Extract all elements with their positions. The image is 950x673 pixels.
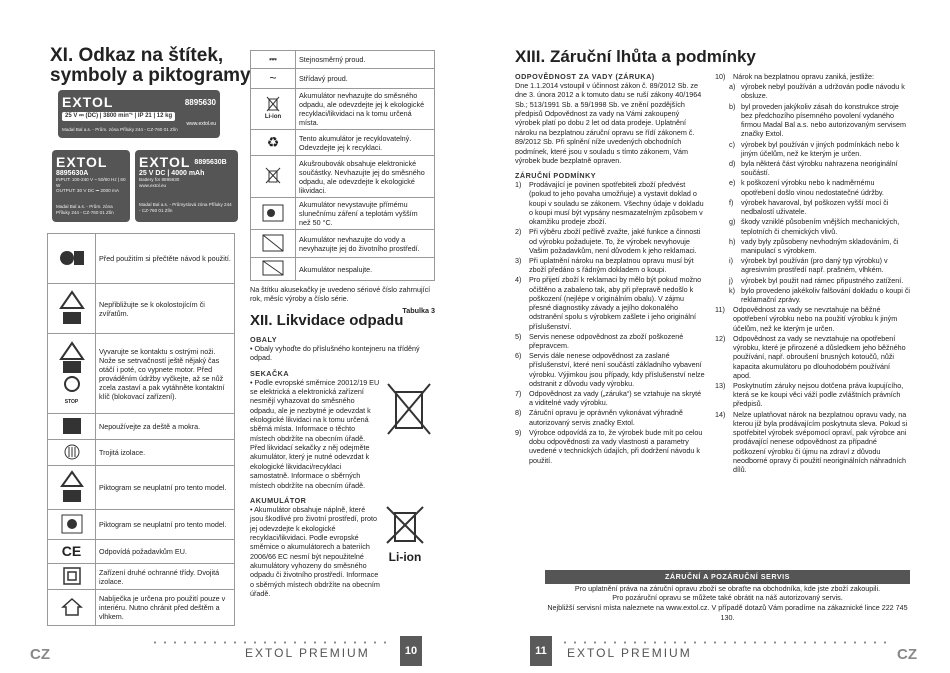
ce-icon: CE — [48, 540, 96, 564]
label-maker: Madal Bal a.s. - Prům. zóna Příluky 244 - CZ-760 01 Zlín — [62, 127, 178, 132]
paragraph: • Obaly vyhoďte do příslušného kontejneru na tříděný odpad. — [250, 343, 420, 363]
label-sub: Battery for 8895630 — [139, 177, 180, 182]
conditions-list-cont — [715, 72, 910, 81]
language-tag: CZ — [897, 646, 917, 663]
list-item: 7) Odpovědnost za vady („záruka“) se vztahuje na skryté a viditelné vady výrobku. — [515, 389, 702, 408]
picto-text: Trojitá izolace. — [96, 440, 235, 466]
picto-text: Nepoužívejte za deště a mokra. — [96, 414, 235, 440]
brand-logo: EXTOL — [139, 154, 191, 170]
subheading-sekacka: SEKAČKA — [250, 368, 290, 378]
sun-temp-icon — [251, 198, 296, 230]
ear-icon — [48, 510, 96, 540]
label-code: 8895630A — [56, 170, 89, 177]
conditions-list — [515, 180, 705, 465]
picto-text: Nepřibližujte se k okolostojícím či zvířatům. — [96, 284, 235, 334]
paragraph: • Podle evropské směrnice 20012/19 EU se elektrická a elektronická zařízení nesmějí vyhazovat do směsného odpadu, ale je nezbytné je odevzdat k ekologické likvidaci na k tomu určená sběrná místa. Informace o těchto místech obdržíte na obecním úřadě. Před likvidací sekačky z něj odejměte akumulátor, který je nutné odevzdat k ekologické likvidaci/recyklaci samostatně. Informace o sběrných místech obdržíte na obecním úřadě. — [250, 377, 380, 490]
list-item: 14) Nelze uplatňovat nárok na bezplatnou opravu vady, na kterou již byla prodávajícím poskytnuta sleva. Pokud si spotřebitel výrobek svépomocí opraví, pak výrobce ani prodávající nenese odpovědnost za případné poškození výrobku či újmu na zdraví z důvodu neodborné opravy či použití neoriginálních náhradních dílů. — [715, 409, 908, 474]
manual-icon — [48, 234, 96, 284]
picto-text: Piktogram se neuplatní pro tento model. — [96, 510, 235, 540]
picto-text: Zařízení druhé ochranné třídy. Dvojitá izolace. — [96, 564, 235, 590]
label-maker: Madal Bal a.s. - Průmyslová zóna Příluky 244 - CZ-760 01 Zlín — [139, 202, 232, 214]
picto-text: Piktogram se neuplatní pro tento model. — [96, 466, 235, 510]
list-item: 10) Nárok na bezplatnou opravu zaniká, jestliže: — [715, 72, 875, 81]
rating-label-battery — [135, 150, 238, 222]
section-heading: XII. Likvidace odpadu — [250, 312, 404, 330]
list-item: a) výrobek nebyl používán a udržován podle návodu k obsluze. — [729, 82, 905, 101]
page-number: 10 — [400, 636, 422, 666]
list-item: b) byl proveden jakýkoliv zásah do konstrukce stroje bez předchozího písemného povolení vydaného firmou Madal Bal a.s. nebo autorizovaným servisem značky Extol. — [729, 101, 906, 139]
subheading-resp: ODPOVĚDNOST ZA VADY (ZÁRUKA) — [515, 72, 655, 81]
list-item: 12) Odpovědnost za vady se nevztahuje na opotřebení výrobku, které je přirozené a důsledkem jeho běžného používání, např. obroušení brusných kotoučů, nůži kapacita akumulátoru po dlouhodobém používání apod. — [715, 333, 906, 380]
label-maker: Madal Bal a.s. - Prům. zóna Příluky 244 - CZ-760 01 Zlín — [56, 204, 114, 215]
subheading-akumulator: AKUMULÁTOR — [250, 495, 307, 505]
service-box — [545, 570, 910, 623]
symbol-table — [250, 50, 435, 281]
triple-insulation-icon — [48, 440, 96, 466]
page-number: 11 — [530, 636, 552, 666]
list-item: g) škody vzniklé působením vnějších mechanických, teplotních či chemických vlivů. — [729, 217, 900, 236]
stop-label: STOP — [64, 399, 79, 406]
warranty-column-1 — [515, 72, 705, 466]
class2-icon — [48, 564, 96, 590]
exclusions-list — [715, 82, 910, 304]
right-page — [475, 0, 950, 673]
service-line: Pro pozáruční opravu se můžete také obrátit na náš autorizovaný servis. — [612, 593, 843, 603]
symbol-text: Tento akumulátor je recyklovatelný. Odevzdejte jej k recyklaci. — [296, 130, 435, 156]
symbol-text: Střídavý proud. — [296, 69, 435, 89]
list-item: 5) Servis nenese odpovědnost za zboží poškozené přepravcem. — [515, 331, 684, 350]
service-heading: ZÁRUČNÍ A POZÁRUČNÍ SERVIS — [545, 570, 910, 584]
rating-label-charger — [52, 150, 130, 222]
page-title: XIII. Záruční lhůta a podmínky — [515, 47, 756, 66]
label-spec: 25 V ⎓ (DC) | 3800 min⁻¹ | IP 21 | 12 kg — [62, 112, 175, 121]
footer-brand: EXTOL PREMIUM — [567, 646, 692, 660]
warning-icon — [48, 466, 96, 510]
label-web: www.extol.eu — [139, 182, 167, 188]
picto-text: Před použitím si přečtěte návod k použití. — [96, 234, 235, 284]
label-input: INPUT: 100-240 V ~ 50/60 Hz | 60 W — [56, 177, 126, 188]
conditions-list-more — [715, 305, 910, 474]
subheading-obaly: OBALY — [250, 334, 277, 344]
indoor-icon — [48, 590, 96, 626]
label-spec: 25 V DC | 4000 mAh — [139, 170, 205, 177]
serial-note: Na štítku akusekačky je uvedeno sériové číslo zahrnující rok, měsíc výroby a číslo série. — [250, 285, 431, 304]
symbol-text: Stejnosměrný proud. — [296, 51, 435, 69]
list-item: 13) Poskytnutím záruky nejsou dotčena práva kupujícího, která se ke koupi věci váží podle zvláštních právních předpisů. — [715, 381, 904, 409]
service-line: Pro uplatnění práva na záruční opravu zboží se obraťte na obchodníka, kde jste zboží zakoupili. — [574, 583, 881, 593]
paragraph: • Akumulátor obsahuje náplně, které jsou škodlivé pro životní prostředí, proto jej odevzdejte k ekologické recyklaci/likvidaci. Podle evropské směrnice o akumulátorech a bateriích 2006/66 EC nesmí být nepoužitelné akumulátory vyhozeny do směsného odpadu či životního prostředí. Informace o sběrných místech obdržíte na obecním úřadě. — [250, 504, 380, 599]
list-item: c) výrobek byl používán v jiných podmínkách nebo k jiným účelům, než ke kterým je určen. — [729, 139, 900, 158]
list-item: 3) Při uplatnění nároku na bezplatnou opravu musí být zboží předáno s řádným dokladem o koupi. — [515, 255, 694, 275]
subheading-conditions: ZÁRUČNÍ PODMÍNKY — [515, 171, 597, 181]
weee-bin-icon — [384, 378, 434, 438]
no-fire-icon — [251, 258, 296, 281]
liion-bin-icon — [380, 505, 430, 599]
blade-stop-icon — [48, 334, 96, 414]
dc-icon: ⎓ — [251, 51, 296, 69]
label-code: 8895630 — [184, 97, 216, 107]
symbol-text: Akumulátor nespalujte. — [296, 258, 435, 281]
brand-logo: EXTOL — [56, 154, 108, 170]
dot-rule — [560, 641, 890, 644]
no-water-icon — [251, 230, 296, 258]
list-item: f) výrobek havaroval, byl poškozen vyšší mocí či nedbalostí uživatele. — [729, 197, 889, 217]
list-item: k) bylo provedeno jakékoliv falšování dokladu o koupi či reklamační zprávy. — [729, 285, 911, 305]
picto-text: Nabíječka je určena pro použití pouze v interiéru. Nutno chránit před deštěm a vlhkem. — [96, 590, 235, 626]
brand-logo: EXTOL — [62, 94, 114, 110]
recycle-icon: ♻ — [251, 130, 296, 156]
list-item: 8) Záruční opravu je oprávněn vykonávat výhradně autorizovaný servis značky Extol. — [515, 408, 683, 427]
bin-liion-icon — [251, 89, 296, 130]
list-item: d) byla některá část výrobku nahrazena neoriginální součástí. — [729, 158, 898, 178]
list-item: 11) Odpovědnost za vady se nevztahuje na běžné opotřebení výrobku nebo na použití výrobku k jiným účelům, než ke kterým je určen. — [715, 305, 898, 333]
picto-text: Vyvarujte se kontaktu s ostrými noži. Nože se setrvačností ještě nějaký čas otáčí i poté, co vypnete motor. Před prováděním údržby vyčkejte, až se nůž zcela zastaví a pak vytáhněte kontaktní klíč (blokovací zařízení). — [96, 334, 235, 414]
warranty-column-2 — [715, 72, 910, 475]
liion-sub: Li-ion — [264, 114, 282, 121]
liion-label: Li-ion — [388, 549, 422, 564]
list-item: h) vady byly způsobeny nevhodným skladováním, či manipulací s výrobkem. — [729, 236, 899, 255]
picto-text: Odpovídá požadavkům EU. — [96, 540, 235, 564]
symbol-text: Akušroubovák obsahuje elektronické součástky. Nevhazujte jej do směsného odpadu, ale odevzdejte k ekologické likvidaci. — [296, 156, 435, 198]
list-item: 4) Pro přijetí zboží k reklamaci by mělo být pokud možno očištěno a zabaleno tak, aby při přepravě nedošlo k poškození (nejlépe v originálním obalu). V zájmu přesné diagnostiky závady a jejího dokonalého odstranění spolu s výrobkem zašlete i jeho originální příslušenství. — [515, 275, 702, 331]
table-caption: Tabulka 3 — [402, 305, 435, 315]
disposal-column — [250, 285, 435, 598]
symbol-text: Akumulátor nevhazujte do směsného odpadu, ale odevzdejte jej k ekologické recyklaci/likvidaci na k tomu určená místa. — [296, 89, 435, 130]
bystander-icon — [48, 284, 96, 334]
list-item: 6) Servis dále nenese odpovědnost za zaslané příslušenství, které není součástí základního vybavení výrobku. Výjimkou jsou případy, kdy příslušenství nelze odstranit z důvodu vady výrobku. — [515, 351, 705, 388]
label-code: 8895630B — [194, 158, 227, 166]
label-output: OUTPUT: 30 V DC ⎓ 2000 mA — [56, 188, 119, 194]
service-line: Nejbližší servisní místa naleznete na www.extol.cz. V případě dotazů Vám poradíme na zákaznické lince 222 745 130. — [547, 603, 908, 622]
page-title: XI. Odkaz na štítek, symboly a piktogramy — [50, 45, 251, 86]
list-item: 2) Při výběru zboží pečlivě zvažte, jaké funkce a činnosti od výrobku požadujete. To, že výrobek nevyhovuje Vašim požadavkům, není důvodem k jeho reklamaci. — [515, 227, 701, 255]
list-item: 1) Prodávající je povinen spotřebiteli zboží předvést (pokud to jeho povaha umožňuje) a vystavit doklad o koupi v souladu se zákonem. Všechny údaje v dokladu o koupi musí být vypsány nesmazatelným způsobem v okamžiku prodeje zboží. — [515, 180, 704, 227]
list-item: i) výrobek byl používán (pro daný typ výrobku) v agresivním prostředí např. prašném, vlhkém. — [729, 256, 888, 275]
list-item: j) výrobek byl použit nad rámec připustného zatížení. — [729, 275, 904, 285]
symbol-text: Akumulátor nevhazujte do vody a nevyhazujte jej do životního prostředí. — [296, 230, 435, 258]
list-item: 9) Výrobce odpovídá za to, že výrobek bude mít po celou dobu odpovědnosti za vady vlastnosti a parametry uvedené v technických údajích, při dodržení návodu k použití. — [515, 427, 703, 465]
bin-icon — [251, 156, 296, 198]
paragraph: Dne 1.1.2014 vstoupil v účinnost zákon č. 89/2012 Sb. ze dne 3. února 2012 a k tomuto datu se ruší zákony 40/1964 Sb.; 513/1991 Sb. a 59/1998 Sb. ve znění pozdějších předpisů Odpovědnost za vady na Vámi zakoupený výrobek platí po dobu 2 let od data prodeje. Uplatnění nároku na bezplatnou záruční opravu se řídí zákonem č. 89/2012 Sb. Při splnění níže uvedených obchodních podmínek, které jsou v souladu s tímto zákonem, Vám výrobek bude bezplatně opraven. — [515, 81, 702, 165]
rating-label-tool — [58, 90, 220, 138]
symbol-text: Akumulátor nevystavujte přímému slunečnímu záření a teplotám vyšším než 50 °C. — [296, 198, 435, 230]
footer-brand: EXTOL PREMIUM — [245, 646, 370, 660]
ac-icon: ~ — [251, 69, 296, 89]
label-web: www.extol.eu — [186, 121, 216, 127]
rain-icon — [48, 414, 96, 440]
dot-rule — [150, 641, 390, 644]
list-item: e) k poškození výrobku nebo k nadměrnému opotřebení došlo vinou nedostatečné údržby. — [729, 178, 884, 197]
pictogram-table — [47, 233, 235, 626]
language-tag: CZ — [30, 646, 50, 663]
